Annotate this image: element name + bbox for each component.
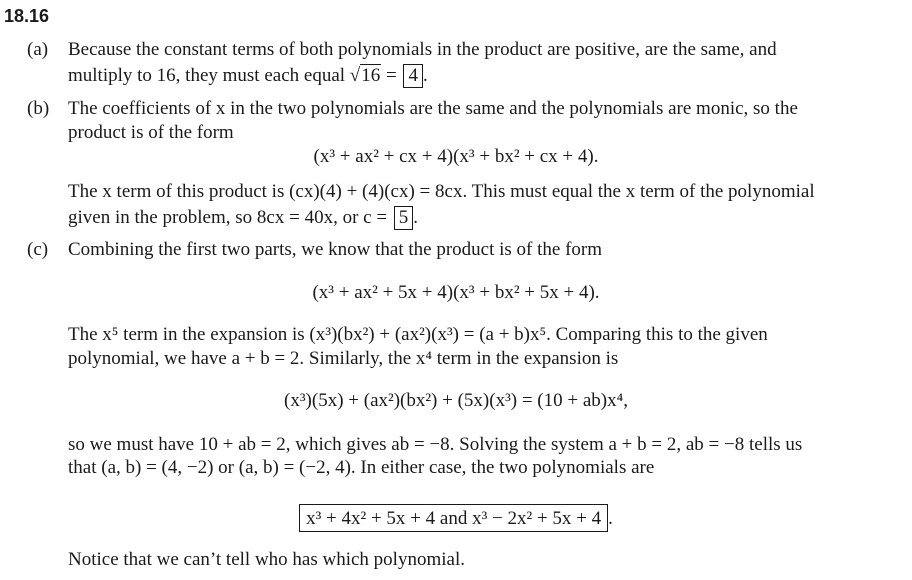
part-b-line-1: The coefficients of x in the two polynomials are the same and the polynomials are monic, so the (68, 98, 798, 119)
sqrt-radicand: 16 (361, 65, 381, 86)
part-c-label: (c) (27, 239, 49, 260)
part-a-label: (a) (27, 39, 49, 60)
part-c-line-2: The x⁵ term in the expansion is (x³)(bx²) + (ax²)(x³) = (a + b)x⁵. Comparing this to the given (68, 324, 768, 345)
part-c-equation-1: (x³ + ax² + 5x + 4)(x³ + bx² + 5x + 4). (312, 282, 600, 303)
part-c-line-5: that (a, b) = (4, −2) or (a, b) = (−2, 4). In either case, the two polynomials are (68, 457, 655, 478)
part-c-period: . (608, 508, 613, 529)
part-a-line-2-text: multiply to 16, they must each equal (68, 65, 350, 86)
part-b-line-4-text: given in the problem, so 8cx = 40x, or c = (68, 207, 392, 228)
part-c-line-3: polynomial, we have a + b = 2. Similarly, the x⁴ term in the expansion is (68, 348, 619, 369)
part-a-line-1: Because the constant terms of both polynomials in the product are positive, are the same, and (68, 39, 777, 60)
equals-sign: = (381, 65, 402, 86)
part-c-line-4: so we must have 10 + ab = 2, which gives ab = −8. Solving the system a + b = 2, ab = −8 tells us (68, 434, 803, 455)
part-b-line-4 (68, 206, 418, 230)
part-a-period: . (422, 65, 428, 86)
problem-number: 18.16 (4, 6, 50, 26)
part-a-line-2 (68, 64, 428, 88)
part-b-answer-box: 5 (394, 206, 414, 230)
part-c-line-1: Combining the first two parts, we know that the product is of the form (68, 239, 603, 260)
part-b-line-2: product is of the form (68, 122, 234, 143)
closing-note: Notice that we can’t tell who has which polynomial. (68, 549, 465, 570)
part-a-answer-box: 4 (403, 64, 423, 88)
part-c-answer-line (0, 504, 912, 532)
part-c-equation-2: (x³)(5x) + (ax²)(bx²) + (5x)(x³) = (10 + ab)x⁴, (284, 390, 628, 411)
part-b-line-3: The x term of this product is (cx)(4) + (4)(cx) = 8cx. This must equal the x term of the polynomial (68, 181, 815, 202)
part-b-period: . (413, 207, 419, 228)
sqrt-expression: √16 (349, 65, 381, 86)
part-b-label: (b) (27, 98, 50, 119)
part-c-answer-box: x³ + 4x² + 5x + 4 and x³ − 2x² + 5x + 4 (299, 504, 608, 532)
part-b-equation: (x³ + ax² + cx + 4)(x³ + bx² + cx + 4). (313, 146, 599, 167)
